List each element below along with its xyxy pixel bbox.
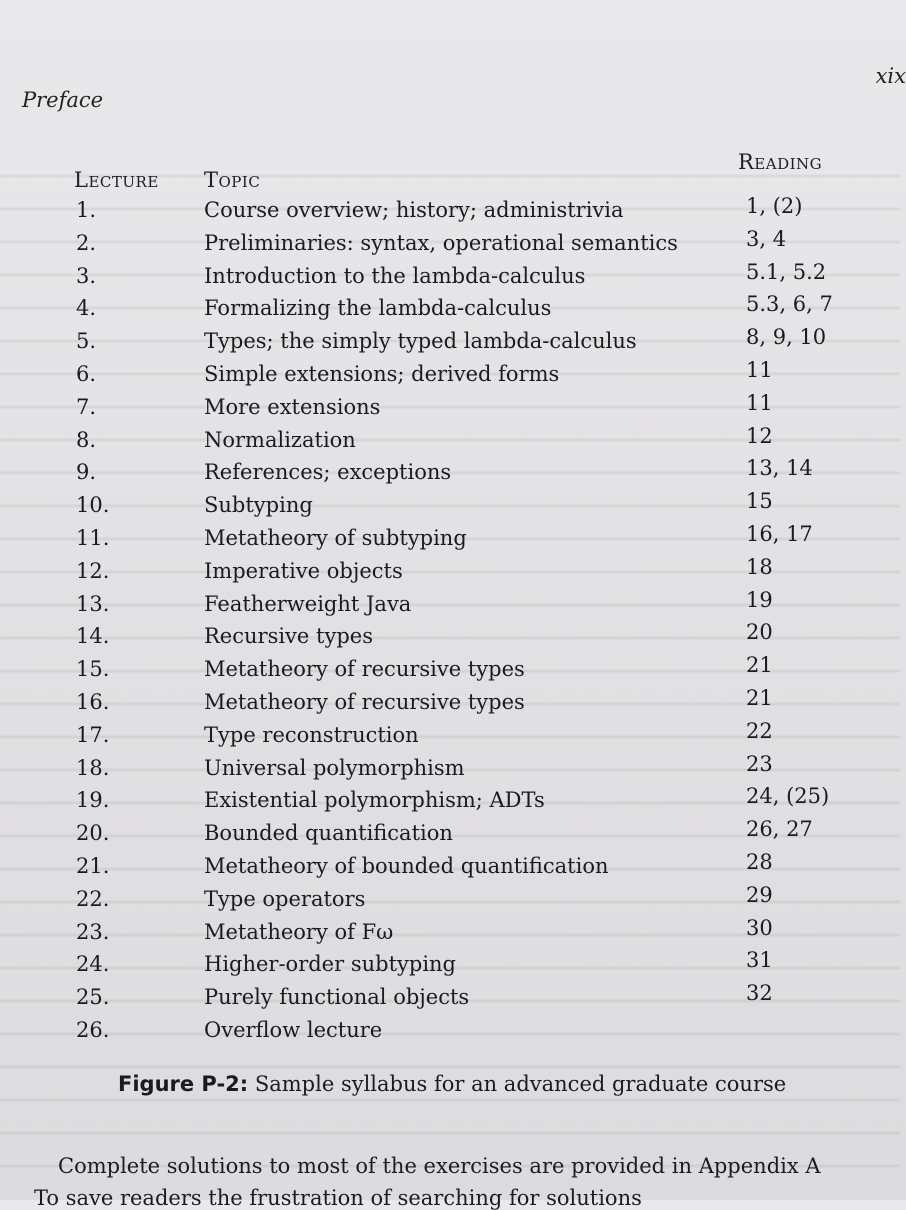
syllabus-row <box>0 620 900 656</box>
syllabus-row <box>0 226 900 263</box>
syllabus-row <box>0 554 900 591</box>
lecture-topic: Universal polymorphism <box>204 755 465 780</box>
lecture-number: 19. <box>76 788 110 813</box>
syllabus-row <box>0 587 900 624</box>
lecture-topic: Introduction to the lambda-calculus <box>204 263 586 288</box>
syllabus-row <box>0 325 900 361</box>
lecture-number: 1. <box>76 198 97 222</box>
lecture-topic: Metatheory of recursive types <box>204 690 525 714</box>
lecture-topic: Bounded quantification <box>204 821 453 846</box>
lecture-topic: Metatheory of Fω <box>204 919 394 944</box>
reading-chapters: 11 <box>746 358 773 382</box>
lecture-number: 4. <box>76 296 97 321</box>
syllabus-row <box>0 1018 900 1050</box>
header-reading: Reading <box>738 150 823 174</box>
syllabus-row <box>0 522 900 558</box>
syllabus-row <box>0 850 900 886</box>
reading-chapters: 18 <box>746 554 773 579</box>
reading-chapters: 28 <box>746 850 773 874</box>
lecture-topic: Simple extensions; derived forms <box>204 362 560 386</box>
lecture-number: 22. <box>76 886 110 911</box>
lecture-topic: Metatheory of recursive types <box>204 657 525 682</box>
reading-chapters: 20 <box>746 620 773 645</box>
lecture-topic: Metatheory of subtyping <box>204 526 467 550</box>
lecture-topic: Types; the simply typed lambda-calculus <box>204 329 637 354</box>
lecture-topic: Purely functional objects <box>204 985 470 1010</box>
syllabus-row <box>0 686 900 722</box>
reading-chapters: 19 <box>746 587 773 612</box>
lecture-number: 6. <box>76 362 97 386</box>
syllabus-row <box>0 948 900 984</box>
syllabus-row <box>0 259 900 296</box>
lecture-topic: Formalizing the lambda-calculus <box>204 296 552 321</box>
reading-chapters: 12 <box>746 423 773 448</box>
lecture-number: 23. <box>76 919 110 944</box>
lecture-topic: Recursive types <box>204 624 373 649</box>
reading-chapters: 3, 4 <box>746 226 787 251</box>
lecture-topic: Preliminaries: syntax, operational semantics <box>204 230 678 255</box>
syllabus-row <box>0 817 900 853</box>
syllabus-row <box>0 915 900 952</box>
reading-chapters: 5.1, 5.2 <box>746 259 827 284</box>
syllabus-row <box>0 718 900 755</box>
reading-chapters: 5.3, 6, 7 <box>746 292 833 317</box>
body-paragraph-line-1: Complete solutions to most of the exercises are provided in Appendix A <box>58 1154 821 1178</box>
reading-chapters: 16, 17 <box>746 522 813 546</box>
lecture-number: 12. <box>76 558 110 583</box>
header-topic: Topic <box>204 168 261 192</box>
reading-chapters: 24, (25) <box>746 784 830 809</box>
lecture-topic: Metatheory of bounded quantification <box>204 854 609 878</box>
lecture-topic: Subtyping <box>204 493 313 518</box>
running-head: Preface <box>22 88 104 112</box>
lecture-number: 10. <box>76 493 110 518</box>
reading-chapters: 22 <box>746 718 773 743</box>
lecture-number: 7. <box>76 394 97 419</box>
lecture-topic: Normalization <box>204 427 356 452</box>
syllabus-row <box>0 784 900 820</box>
syllabus-row <box>0 981 900 1017</box>
lecture-number: 25. <box>76 985 110 1010</box>
reading-chapters: 13, 14 <box>746 456 813 481</box>
lecture-topic: Overflow lecture <box>204 1018 383 1042</box>
syllabus-row <box>0 292 900 328</box>
lecture-number: 24. <box>76 952 110 977</box>
lecture-number: 20. <box>76 821 110 846</box>
reading-chapters: 30 <box>746 915 773 940</box>
syllabus-row <box>0 358 900 394</box>
lecture-topic: Type operators <box>204 886 366 911</box>
reading-chapters: 1, (2) <box>746 194 803 218</box>
caption-text: Sample syllabus for an advanced graduate course <box>248 1072 787 1096</box>
lecture-number: 5. <box>76 329 97 354</box>
caption-label: Figure P-2: <box>118 1072 249 1096</box>
lecture-number: 18. <box>76 755 110 780</box>
syllabus-row <box>0 423 900 460</box>
lecture-topic: Existential polymorphism; ADTs <box>204 788 545 813</box>
lecture-topic: Higher-order subtyping <box>204 952 456 977</box>
lecture-number: 9. <box>76 460 97 485</box>
syllabus-row <box>0 390 900 427</box>
lecture-number: 2. <box>76 230 97 255</box>
reading-chapters: 23 <box>746 751 773 776</box>
reading-chapters: 29 <box>746 882 773 907</box>
lecture-number: 13. <box>76 591 110 616</box>
reading-chapters: 26, 27 <box>746 817 813 842</box>
lecture-number: 16. <box>76 690 110 714</box>
lecture-topic: References; exceptions <box>204 460 452 485</box>
lecture-number: 11. <box>76 526 110 550</box>
syllabus-row <box>0 194 900 230</box>
lecture-number: 3. <box>76 263 97 288</box>
page-number: xix <box>875 64 906 88</box>
figure-caption <box>118 1072 786 1096</box>
lecture-topic: Type reconstruction <box>204 722 419 747</box>
syllabus-row <box>0 751 900 788</box>
syllabus-row <box>0 882 900 919</box>
syllabus-row <box>0 653 900 689</box>
reading-chapters: 21 <box>746 653 773 678</box>
lecture-number: 21. <box>76 854 110 878</box>
header-lecture: Lecture <box>74 168 159 192</box>
syllabus-row <box>0 456 900 492</box>
lecture-topic: Imperative objects <box>204 558 403 583</box>
syllabus-row <box>0 489 900 525</box>
lecture-number: 17. <box>76 722 110 747</box>
lecture-number: 26. <box>76 1018 110 1042</box>
reading-chapters: 21 <box>746 686 773 710</box>
reading-chapters: 8, 9, 10 <box>746 325 827 350</box>
lecture-number: 15. <box>76 657 110 682</box>
reading-chapters: 32 <box>746 981 773 1006</box>
reading-chapters: 15 <box>746 489 773 514</box>
lecture-number: 14. <box>76 624 110 649</box>
lecture-topic: Featherweight Java <box>204 591 412 616</box>
reading-chapters: 11 <box>746 390 773 415</box>
lecture-topic: More extensions <box>204 394 381 419</box>
lecture-number: 8. <box>76 427 97 452</box>
reading-chapters: 31 <box>746 948 773 973</box>
lecture-topic: Course overview; history; administrivia <box>204 198 624 222</box>
body-paragraph-line-2: To save readers the frustration of searching for solutions <box>34 1186 642 1210</box>
